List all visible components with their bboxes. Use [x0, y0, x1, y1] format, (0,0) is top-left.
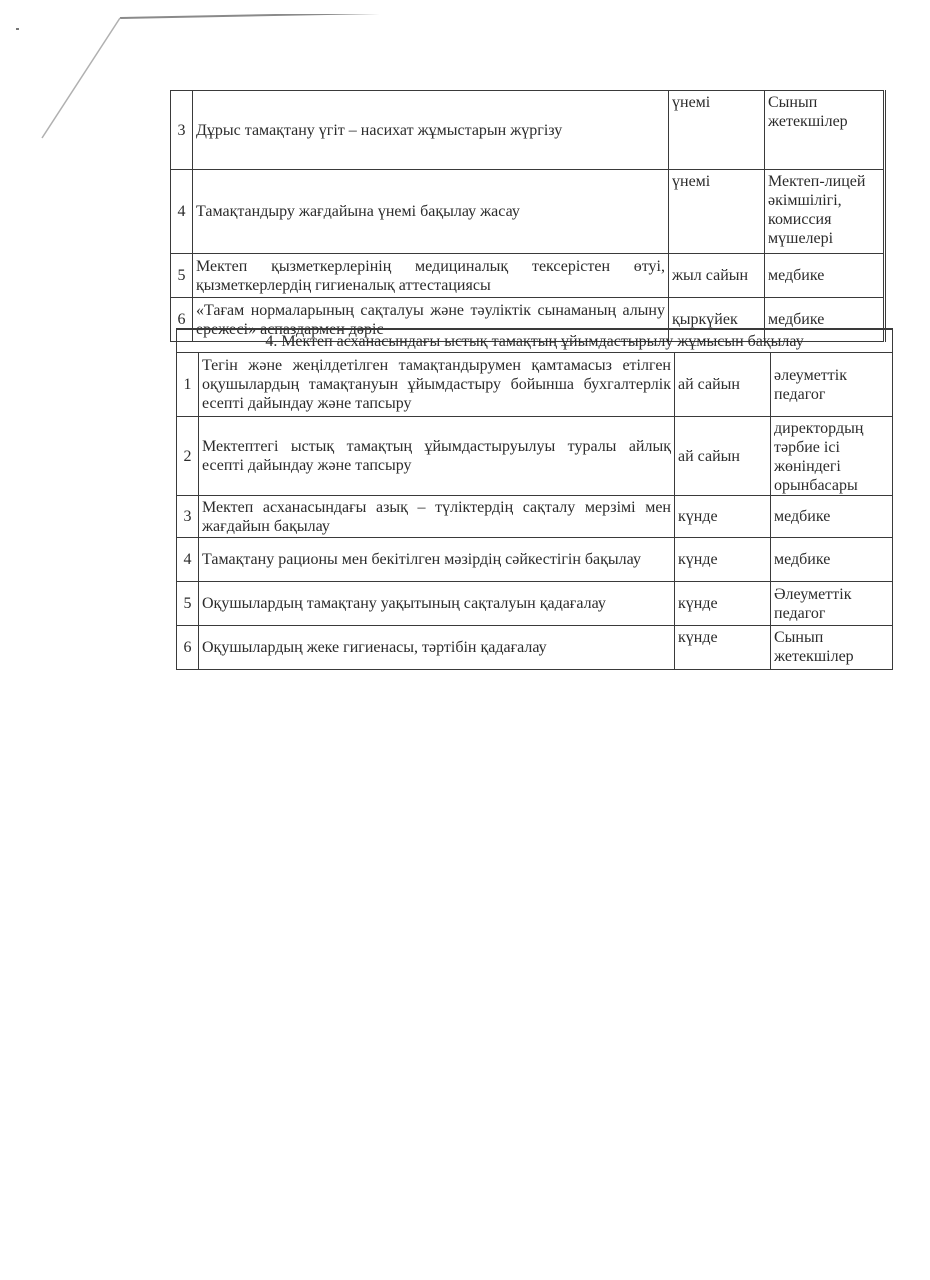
task-cell: Мектептегі ыстық тамақтың ұйымдастыруылуы туралы айлық есепті дайындау және тапсыру	[199, 417, 675, 496]
frequency-cell: күнде	[675, 538, 771, 582]
task-cell: Тамақтандыру жағдайына үнемі бақылау жасау	[193, 170, 669, 254]
frequency-cell: күнде	[675, 582, 771, 626]
row-number: 5	[171, 254, 193, 298]
frequency-cell: үнемі	[669, 91, 765, 170]
task-cell: Мектеп асханасындағы азық – түліктердің сақталу мерзімі мен жағдайын бақылау	[199, 496, 675, 538]
responsible-cell: Әлеуметтік педагог	[771, 582, 893, 626]
row-number: 4	[171, 170, 193, 254]
responsible-cell: медбике	[771, 538, 893, 582]
task-cell: Тегін және жеңілдетілген тамақтандырумен қамтамасыз етілген оқушылардың тамақтануын ұйымдастыру бойынша бухгалтерлік есепті дайындау және тапсыру	[199, 353, 675, 417]
row-number: 2	[177, 417, 199, 496]
row-number: 5	[177, 582, 199, 626]
row-number: 4	[177, 538, 199, 582]
table-row	[171, 170, 885, 254]
row-number: 3	[171, 91, 193, 170]
frequency-cell: күнде	[675, 496, 771, 538]
task-cell: Оқушылардың тамақтану уақытының сақталуын қадағалау	[199, 582, 675, 626]
frequency-cell: қыркүйек	[669, 298, 765, 342]
table-row	[177, 582, 893, 626]
frequency-cell: ай сайын	[675, 417, 771, 496]
responsible-cell: Сынып жетекшілер	[765, 91, 885, 170]
responsible-cell: директордың тәрбие ісі жөніндегі орынбасары	[771, 417, 893, 496]
row-number: 3	[177, 496, 199, 538]
hot-meals-control-table	[176, 328, 893, 670]
row-number: 1	[177, 353, 199, 417]
task-cell: Тамақтану рационы мен бекітілген мәзірдің сәйкестігін бақылау	[199, 538, 675, 582]
task-cell: «Тағам нормаларының сақталуы және тәуліктік сынаманың алыну ережесі» аспаздармен дәріс	[193, 298, 669, 342]
row-number: 6	[171, 298, 193, 342]
table-row	[171, 91, 885, 170]
responsible-cell: Сынып жетекшілер	[771, 626, 893, 670]
responsible-cell: медбике	[771, 496, 893, 538]
table-row	[177, 417, 893, 496]
table-row	[177, 626, 893, 670]
responsible-cell: медбике	[765, 254, 885, 298]
table-row	[177, 353, 893, 417]
responsible-cell: әлеуметтік педагог	[771, 353, 893, 417]
frequency-cell: жыл сайын	[669, 254, 765, 298]
scan-speck	[16, 28, 19, 30]
task-cell: Оқушылардың жеке гигиенасы, тәртібін қадағалау	[199, 626, 675, 670]
responsible-cell: Мектеп-лицей әкімшілігі, комиссия мүшелері	[765, 170, 885, 254]
row-number: 6	[177, 626, 199, 670]
table-row	[177, 496, 893, 538]
frequency-cell: үнемі	[669, 170, 765, 254]
task-cell: Дұрыс тамақтану үгіт – насихат жұмыстарын жүргізу	[193, 91, 669, 170]
table-row	[171, 254, 885, 298]
section-heading-row	[177, 329, 893, 353]
frequency-cell: ай сайын	[675, 353, 771, 417]
section-heading: 4. Мектеп асханасындағы ыстық тамақтың ұйымдастырылу жұмысын бақылау	[177, 329, 893, 353]
frequency-cell: күнде	[675, 626, 771, 670]
responsible-cell: медбике	[765, 298, 885, 342]
table-row	[177, 538, 893, 582]
plan-table-continued	[170, 90, 886, 342]
task-cell: Мектеп қызметкерлерінің медициналық тексерістен өтуі, қызметкерлердің гигиеналық аттестациясы	[193, 254, 669, 298]
